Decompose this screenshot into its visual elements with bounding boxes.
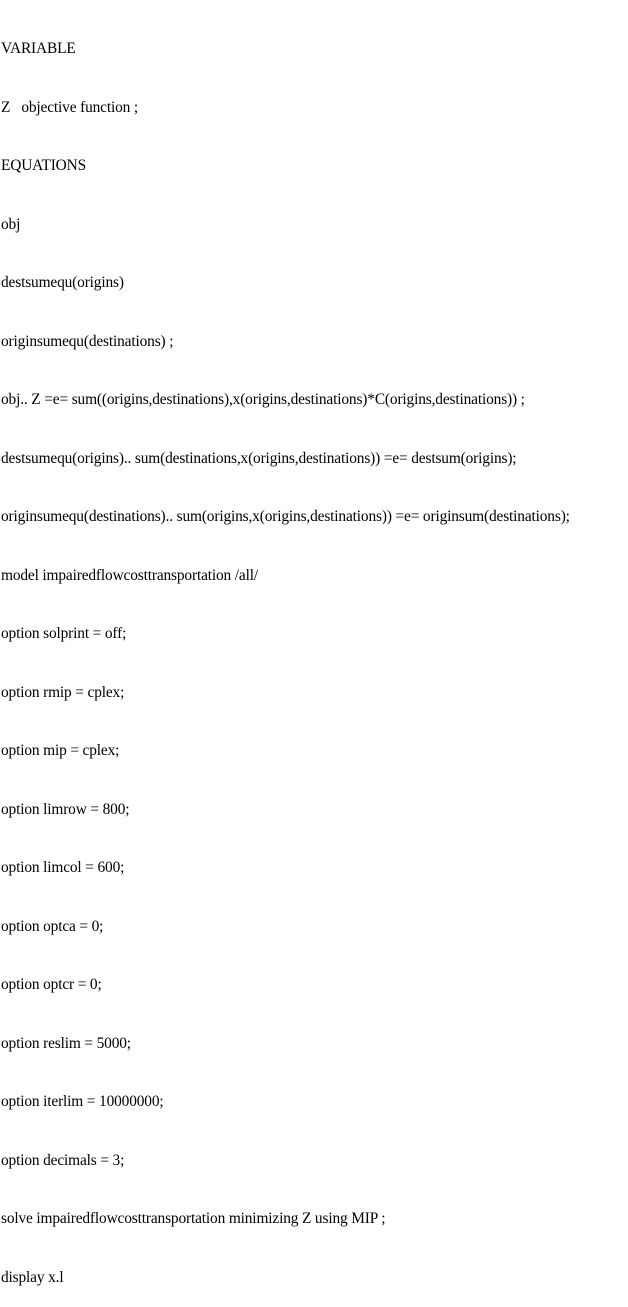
code-line-originsumequ-definition: originsumequ(destinations).. sum(origins,x(origins,destinations)) =e= originsum(destinations); [1, 508, 570, 525]
code-line-option-decimals: option decimals = 3; [1, 1151, 125, 1169]
code-line-variable-z: Z objective function ; [1, 98, 139, 116]
code-line-option-limcol: option limcol = 600; [1, 859, 125, 876]
code-line-option-optcr: option optcr = 0; [1, 976, 102, 993]
code-line-option-iterlim: option iterlim = 10000000; [1, 1093, 164, 1110]
code-line-destsumequ-definition: destsumequ(origins).. sum(destinations,x(origins,destinations)) =e= destsum(origins); [1, 449, 517, 467]
code-line-eq-originsumequ: originsumequ(destinations) ; [1, 332, 174, 350]
code-line-option-rmip: option rmip = cplex; [1, 683, 125, 701]
code-line-model: model impairedflowcosttransportation /all/ [1, 566, 258, 584]
code-line-solve: solve impairedflowcosttransportation minimizing Z using MIP ; [1, 1210, 386, 1227]
code-line-variable-keyword: VARIABLE [1, 40, 76, 57]
code-line-option-solprint: option solprint = off; [1, 625, 127, 642]
code-line-obj-definition: obj.. Z =e= sum((origins,destinations),x(origins,destinations)*C(origins,destinations)) ; [1, 391, 525, 408]
code-line-equations-keyword: EQUATIONS [1, 157, 87, 174]
code-line-option-mip: option mip = cplex; [1, 742, 120, 759]
code-line-eq-obj: obj [1, 215, 21, 233]
code-line-display: display x.l [1, 1268, 64, 1286]
code-line-eq-destsumequ: destsumequ(origins) [1, 274, 124, 291]
code-line-option-optca: option optca = 0; [1, 917, 104, 935]
code-listing [1, 0, 627, 1307]
code-line-option-reslim: option reslim = 5000; [1, 1034, 131, 1052]
code-line-option-limrow: option limrow = 800; [1, 800, 130, 818]
